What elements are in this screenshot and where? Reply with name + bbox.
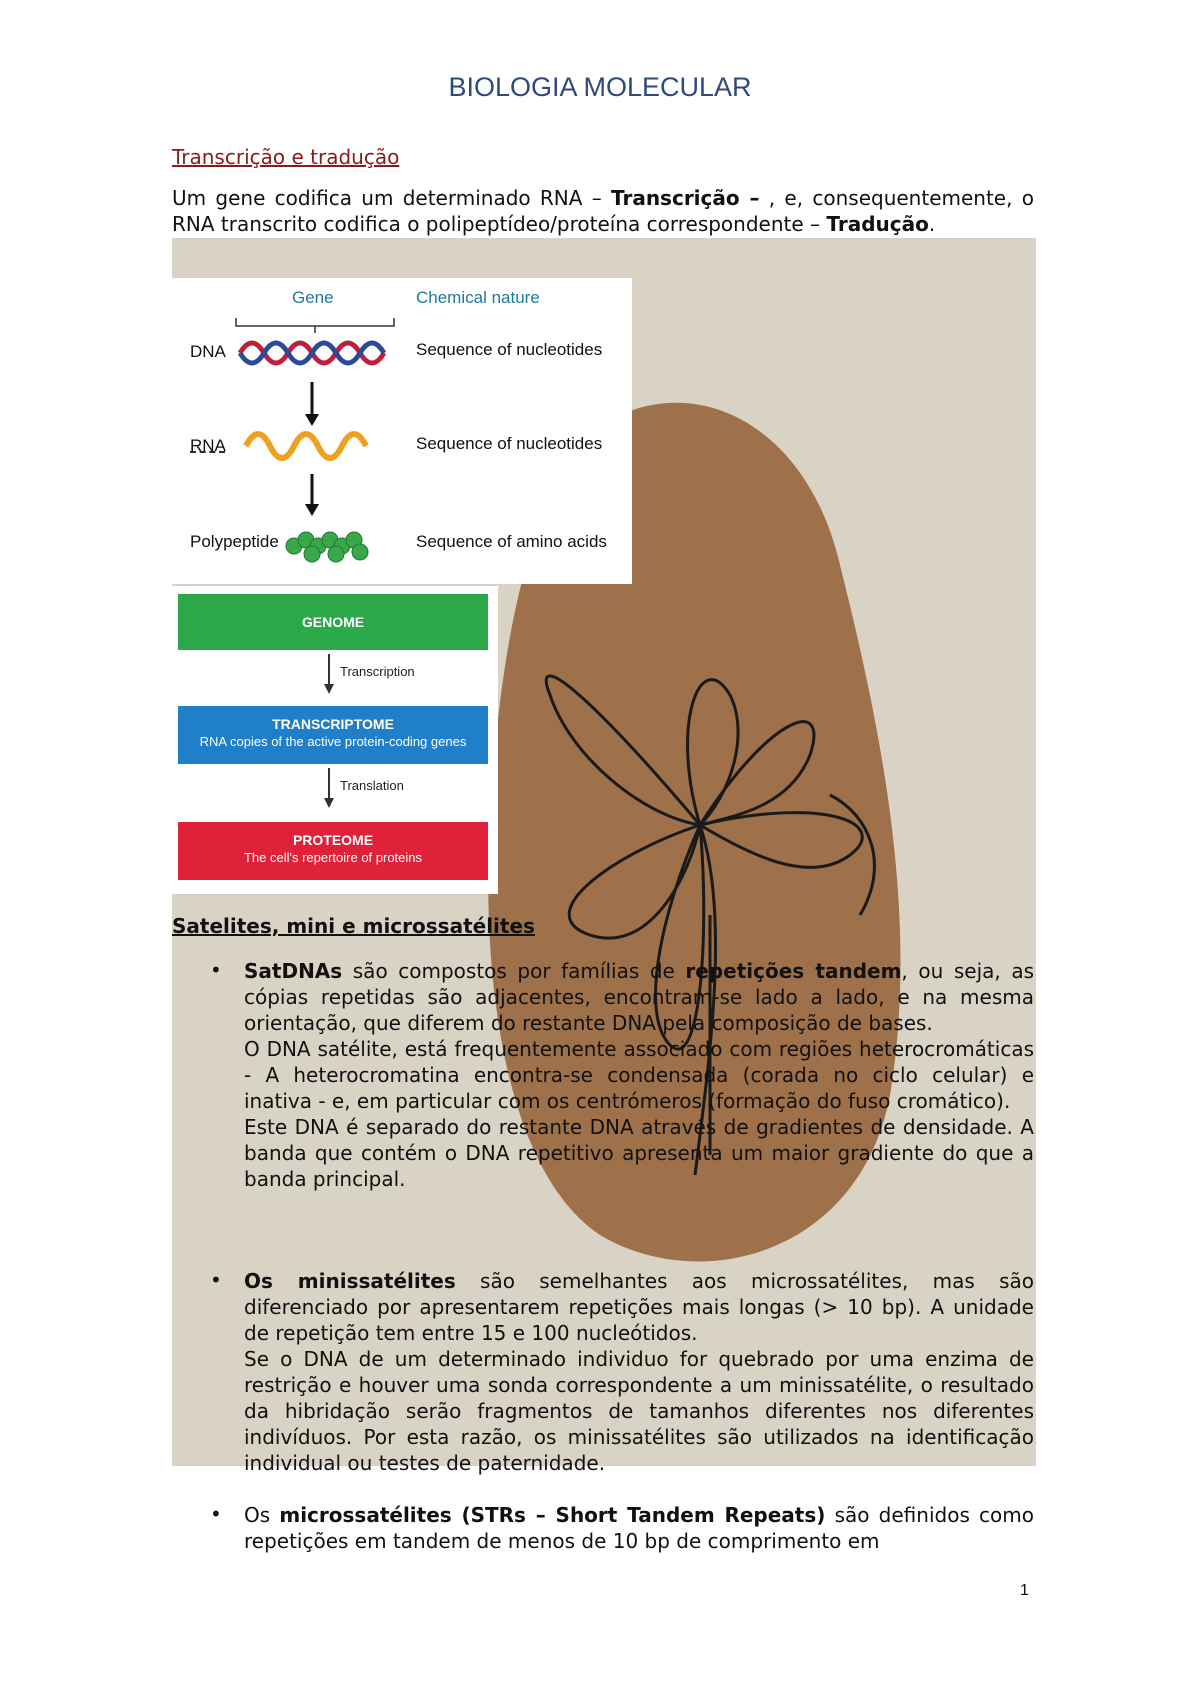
minisatellites-text: são semelhantes aos microssatélites, mas são diferenciado por apresentarem repetições mais longas (> 10 bp). A unidade de repetição tem entre 15 e 100 nucleótidos. [244, 1269, 1034, 1345]
figure-col-gene: Gene [292, 288, 334, 307]
transcriptome-title: TRANSCRIPTOME [272, 716, 394, 732]
figure-row-polypeptide: Polypeptide [190, 532, 279, 551]
satdna-density-paragraph: Este DNA é separado do restante DNA através de gradientes de densidade. A banda que contém o DNA repetitivo apresenta um maior gradiente do que a banda principal. [244, 1115, 1034, 1191]
arrow-down-icon [322, 766, 336, 810]
list-item-satdna [244, 958, 1034, 1192]
satdna-heterochromatin-paragraph: O DNA satélite, está frequentemente associado com regiões heterocromáticas - A heterocromatina encontra-se condensada (corada no ciclo celular) e inativa - e, em particular com os centrómeros (formação do fuso cromático). [244, 1037, 1034, 1113]
figure-genome-transcriptome-proteome [172, 586, 498, 894]
minisatellites-term: Os minissatélites [244, 1269, 456, 1293]
satdna-term: SatDNAs [244, 959, 343, 983]
satdna-text: , ou seja, as cópias repetidas são adjacentes, encontram-se lado a lado, e na mesma orientação, que diferem do restante DNA pela composição de bases. [244, 959, 1034, 1035]
tandem-repeats-term: repetições tandem [685, 959, 902, 983]
figure-col-chemical-nature: Chemical nature [416, 288, 540, 307]
bullet-dot: • [210, 1502, 222, 1526]
microsatellites-term: microssatélites (STRs – Short Tandem Repeats) [279, 1503, 826, 1527]
intro-text: . [928, 212, 936, 236]
proteome-box [178, 822, 488, 880]
figure-gene-expression [172, 278, 632, 584]
bullet-dot: • [210, 958, 222, 982]
figure-row-rna-desc: Sequence of nucleotides [416, 434, 603, 453]
satdna-paragraph [244, 958, 1034, 1036]
intro-text: Um gene codifica um determinado RNA – [172, 186, 612, 210]
figure-row-dna-desc: Sequence of nucleotides [416, 340, 603, 359]
minisatellites-paternity-paragraph: Se o DNA de um determinado individuo for quebrado por uma enzima de restrição e houver uma sonda correspondente a um minissatélite, o resultado da hibridação serão fragmentos de tamanhos diferentes nos diferentes indivíduos. Por esta razão, os minissatélites são utilizados na identificação individual ou testes de paternidade. [244, 1347, 1034, 1475]
list-item-minisatellites [244, 1268, 1034, 1476]
satdna-text: são compostos por famílias de [342, 959, 686, 983]
figure-row-dna: DNA [190, 342, 226, 361]
intro-bold-translation: Tradução [826, 212, 929, 236]
figure-row-polypeptide-desc: Sequence of amino acids [416, 532, 607, 551]
microsatellites-text: Os [244, 1503, 280, 1527]
transcription-label: Transcription [340, 664, 415, 679]
figure-row-rna: RNA [190, 436, 226, 455]
intro-bold-transcription: Transcrição – [611, 186, 760, 210]
genome-box: GENOME [178, 594, 488, 650]
minisatellites-paragraph [244, 1268, 1034, 1346]
translation-label: Translation [340, 778, 404, 793]
proteome-title: PROTEOME [292, 832, 374, 848]
page-number: 1 [1020, 1582, 1029, 1599]
transcriptome-box [178, 706, 488, 764]
section-heading-transcription: Transcrição e tradução [172, 145, 400, 169]
list-item-microsatellites [244, 1502, 1034, 1554]
section-heading-satellites: Satelites, mini e microssatélites [172, 914, 535, 938]
bullet-dot: • [210, 1268, 222, 1292]
document-title: BIOLOGIA MOLECULAR [448, 72, 752, 102]
proteome-subtitle: The cell's repertoire of proteins [243, 850, 423, 865]
arrow-down-icon [322, 652, 336, 696]
intro-paragraph [172, 185, 1034, 237]
intro-text: , e, consequentemente, o RNA transcrito codifica o polipeptídeo/proteína correspondente – [172, 186, 1034, 236]
transcriptome-subtitle: RNA copies of the active protein-coding genes [199, 734, 467, 749]
microsatellites-text: são definidos como repetições em tandem de menos de 10 bp de comprimento em [244, 1503, 1035, 1553]
